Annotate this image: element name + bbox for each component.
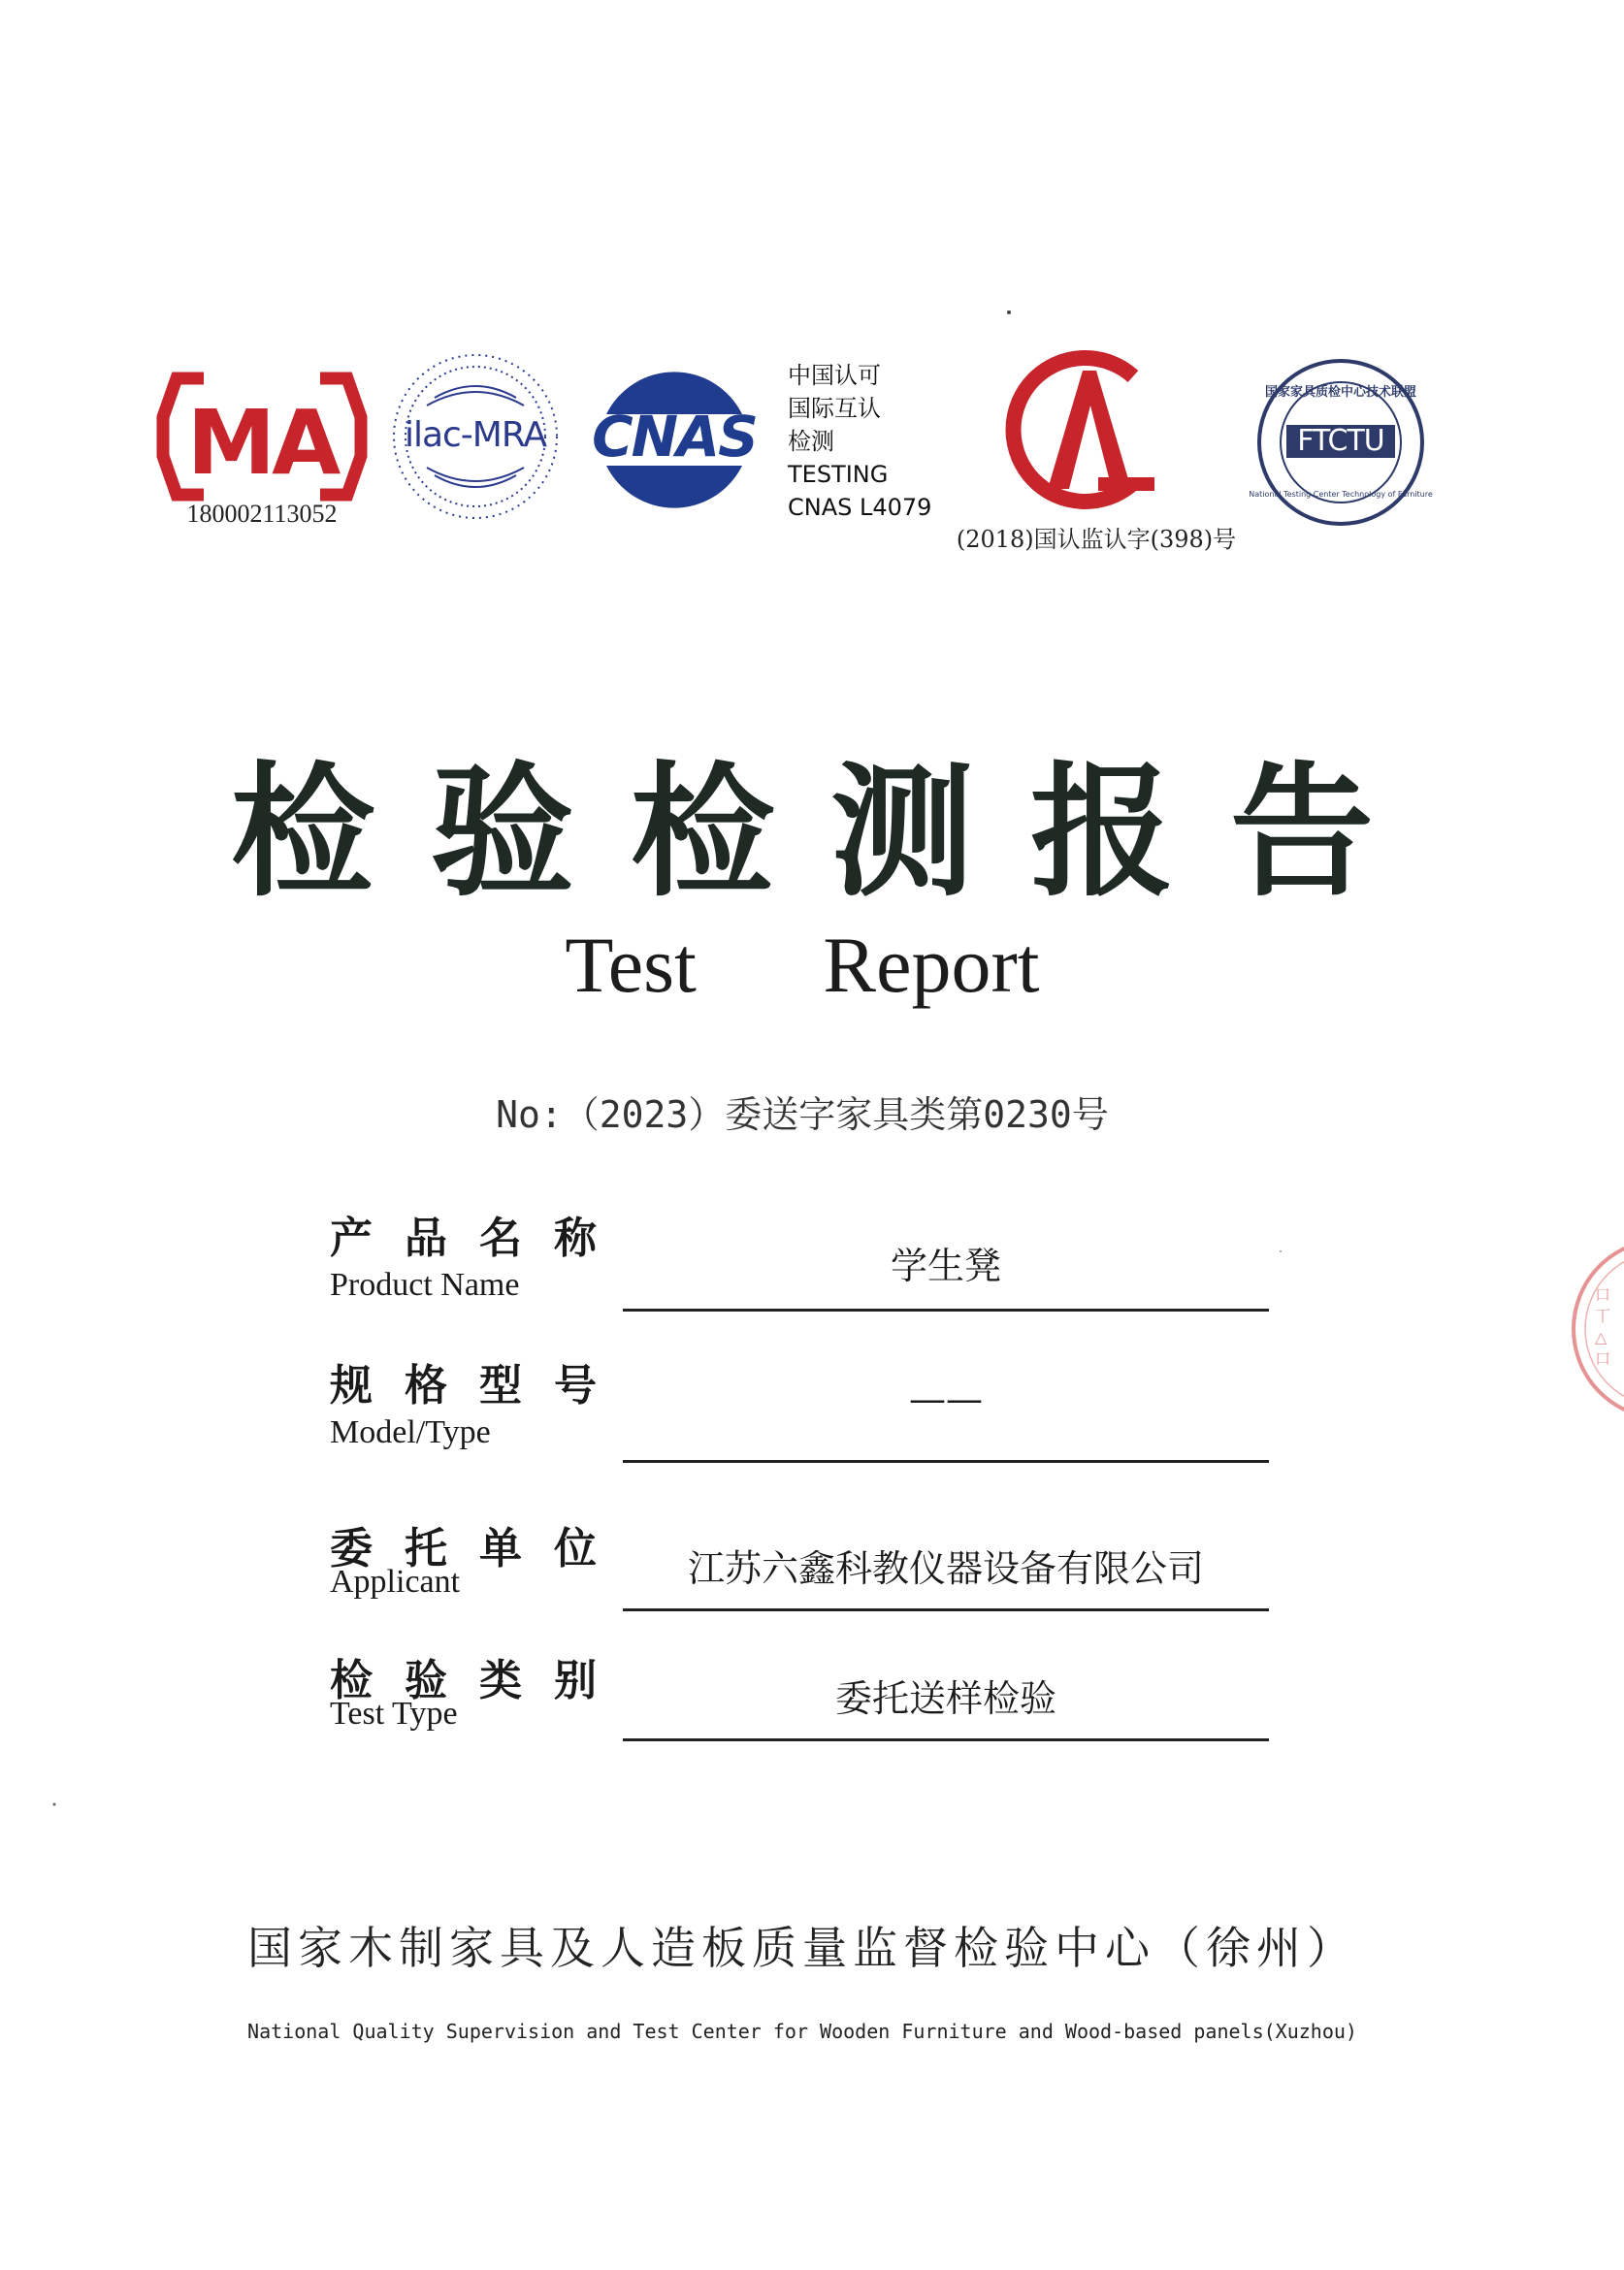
svg-text:△: △ [1595,1328,1608,1346]
svg-text:MA: MA [186,391,338,495]
seal-stamp [1566,1232,1624,1426]
cnas-line: CNAS L4079 [788,494,932,521]
cnas-accreditation-text [788,359,953,524]
cnas-line: 检测 [788,428,834,455]
cma-number: 180002113052 [186,500,338,528]
ilac-mra-logo [388,349,563,524]
field-underline [623,1309,1269,1312]
svg-text:国家家具质检中心技术联盟: 国家家具质检中心技术联盟 [1264,385,1417,400]
field-value-model-type: —— [909,1378,983,1420]
cal-number: (2018)国认监认字(398)号 [956,526,1237,553]
field-label-cn-model-type: 规格型号 [330,1361,629,1411]
svg-text:FTCTU: FTCTU [1297,424,1384,458]
field-value-product-name: 学生凳 [890,1245,1001,1287]
svg-text:CNAS: CNAS [592,404,757,470]
report-number: No:（2023）委送字家具类第0230号 [496,1093,1109,1136]
report-title-cn: 检验检测报告 [231,747,1430,916]
svg-text:口: 口 [1595,1285,1611,1304]
svg-text:National Testing Center Techno: National Testing Center Technology of Furniture [1249,490,1433,499]
ftctu-logo [1249,355,1433,530]
field-underline [623,1608,1269,1611]
svg-text:ilac-MRA: ilac-MRA [404,415,547,455]
field-label-cn-applicant: 委托单位 [330,1524,629,1573]
svg-text:口: 口 [1595,1349,1611,1368]
field-label-en-product-name: Product Name [330,1267,520,1303]
field-label-cn-test-type: 检验类别 [330,1656,629,1705]
field-value-applicant: 江苏六鑫科教仪器设备有限公司 [687,1547,1204,1590]
center-name-en: National Quality Supervision and Test Center for Wooden Furniture and Wood-based panels(Xuzhou) [247,2020,1357,2043]
field-label-en-test-type: Test Type [330,1696,458,1732]
field-underline [623,1738,1269,1741]
cnas-line: 国际互认 [788,395,881,422]
cnas-line: 中国认可 [788,362,881,389]
center-name-cn: 国家木制家具及人造板质量监督检验中心（徐州） [247,1922,1357,1974]
field-underline [623,1460,1269,1463]
cal-logo [988,347,1182,512]
svg-text:丅: 丅 [1595,1307,1611,1325]
cnas-logo [577,361,771,516]
field-label-en-model-type: Model/Type [330,1414,491,1450]
field-label-en-applicant: Applicant [330,1564,461,1600]
field-value-test-type: 委托送样检验 [834,1677,1056,1720]
report-title-en: Test Report [565,921,1040,1009]
cnas-line: TESTING [788,461,889,488]
field-label-cn-product-name: 产品名称 [330,1214,629,1263]
